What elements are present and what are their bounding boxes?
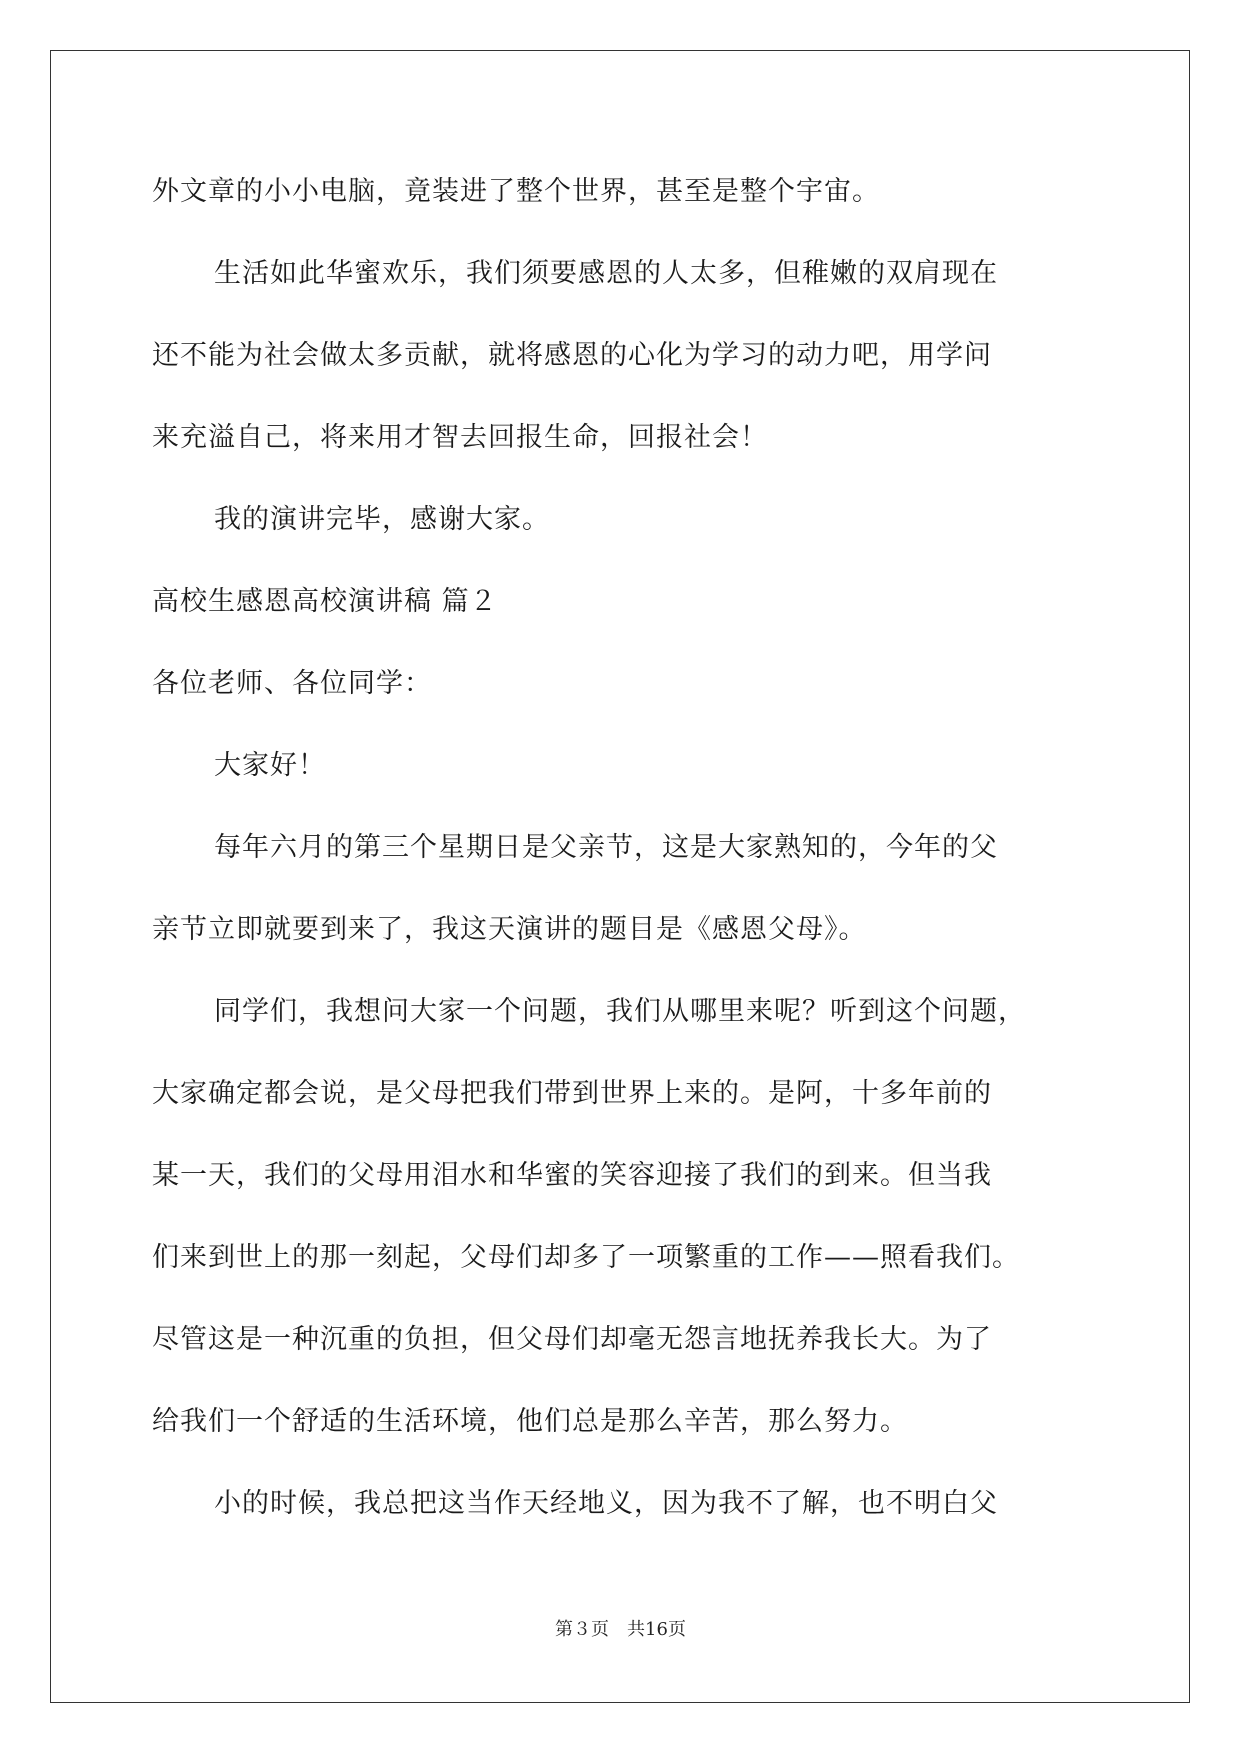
text-line: 来充溢自己，将来用才智去回报生命，回报社会！ (152, 422, 768, 453)
text-line: 生活如此华蜜欢乐，我们须要感恩的人太多，但稚嫩的双肩现在 (214, 258, 998, 289)
text-line: 还不能为社会做太多贡献，就将感恩的心化为学习的动力吧，用学问 (152, 340, 992, 371)
text-line: 每年六月的第三个星期日是父亲节，这是大家熟知的，今年的父 (214, 832, 998, 863)
text-line: 们来到世上的那一刻起，父母们却多了一项繁重的工作——照看我们。 (152, 1242, 1020, 1273)
text-line: 同学们，我想问大家一个问题，我们从哪里来呢？听到这个问题， (214, 996, 1026, 1027)
text-line: 我的演讲完毕，感谢大家。 (214, 504, 550, 535)
page-border (50, 50, 1190, 1703)
salutation: 各位老师、各位同学： (152, 668, 432, 699)
text-line: 某一天，我们的父母用泪水和华蜜的笑容迎接了我们的到来。但当我 (152, 1160, 992, 1191)
greeting: 大家好！ (214, 750, 326, 781)
text-line: 外文章的小小电脑，竟装进了整个世界，甚至是整个宇宙。 (152, 176, 880, 207)
text-line: 大家确定都会说，是父母把我们带到世界上来的。是阿，十多年前的 (152, 1078, 992, 1109)
text-line: 给我们一个舒适的生活环境，他们总是那么辛苦，那么努力。 (152, 1406, 908, 1437)
section-heading: 高校生感恩高校演讲稿 篇２ (152, 586, 498, 617)
page-footer: 第３页 共16页 (555, 1619, 686, 1640)
text-line: 亲节立即就要到来了，我这天演讲的题目是《感恩父母》。 (152, 914, 867, 945)
text-line: 尽管这是一种沉重的负担，但父母们却毫无怨言地抚养我长大。为了 (152, 1324, 992, 1355)
text-line: 小的时候，我总把这当作天经地义，因为我不了解，也不明白父 (214, 1488, 998, 1519)
